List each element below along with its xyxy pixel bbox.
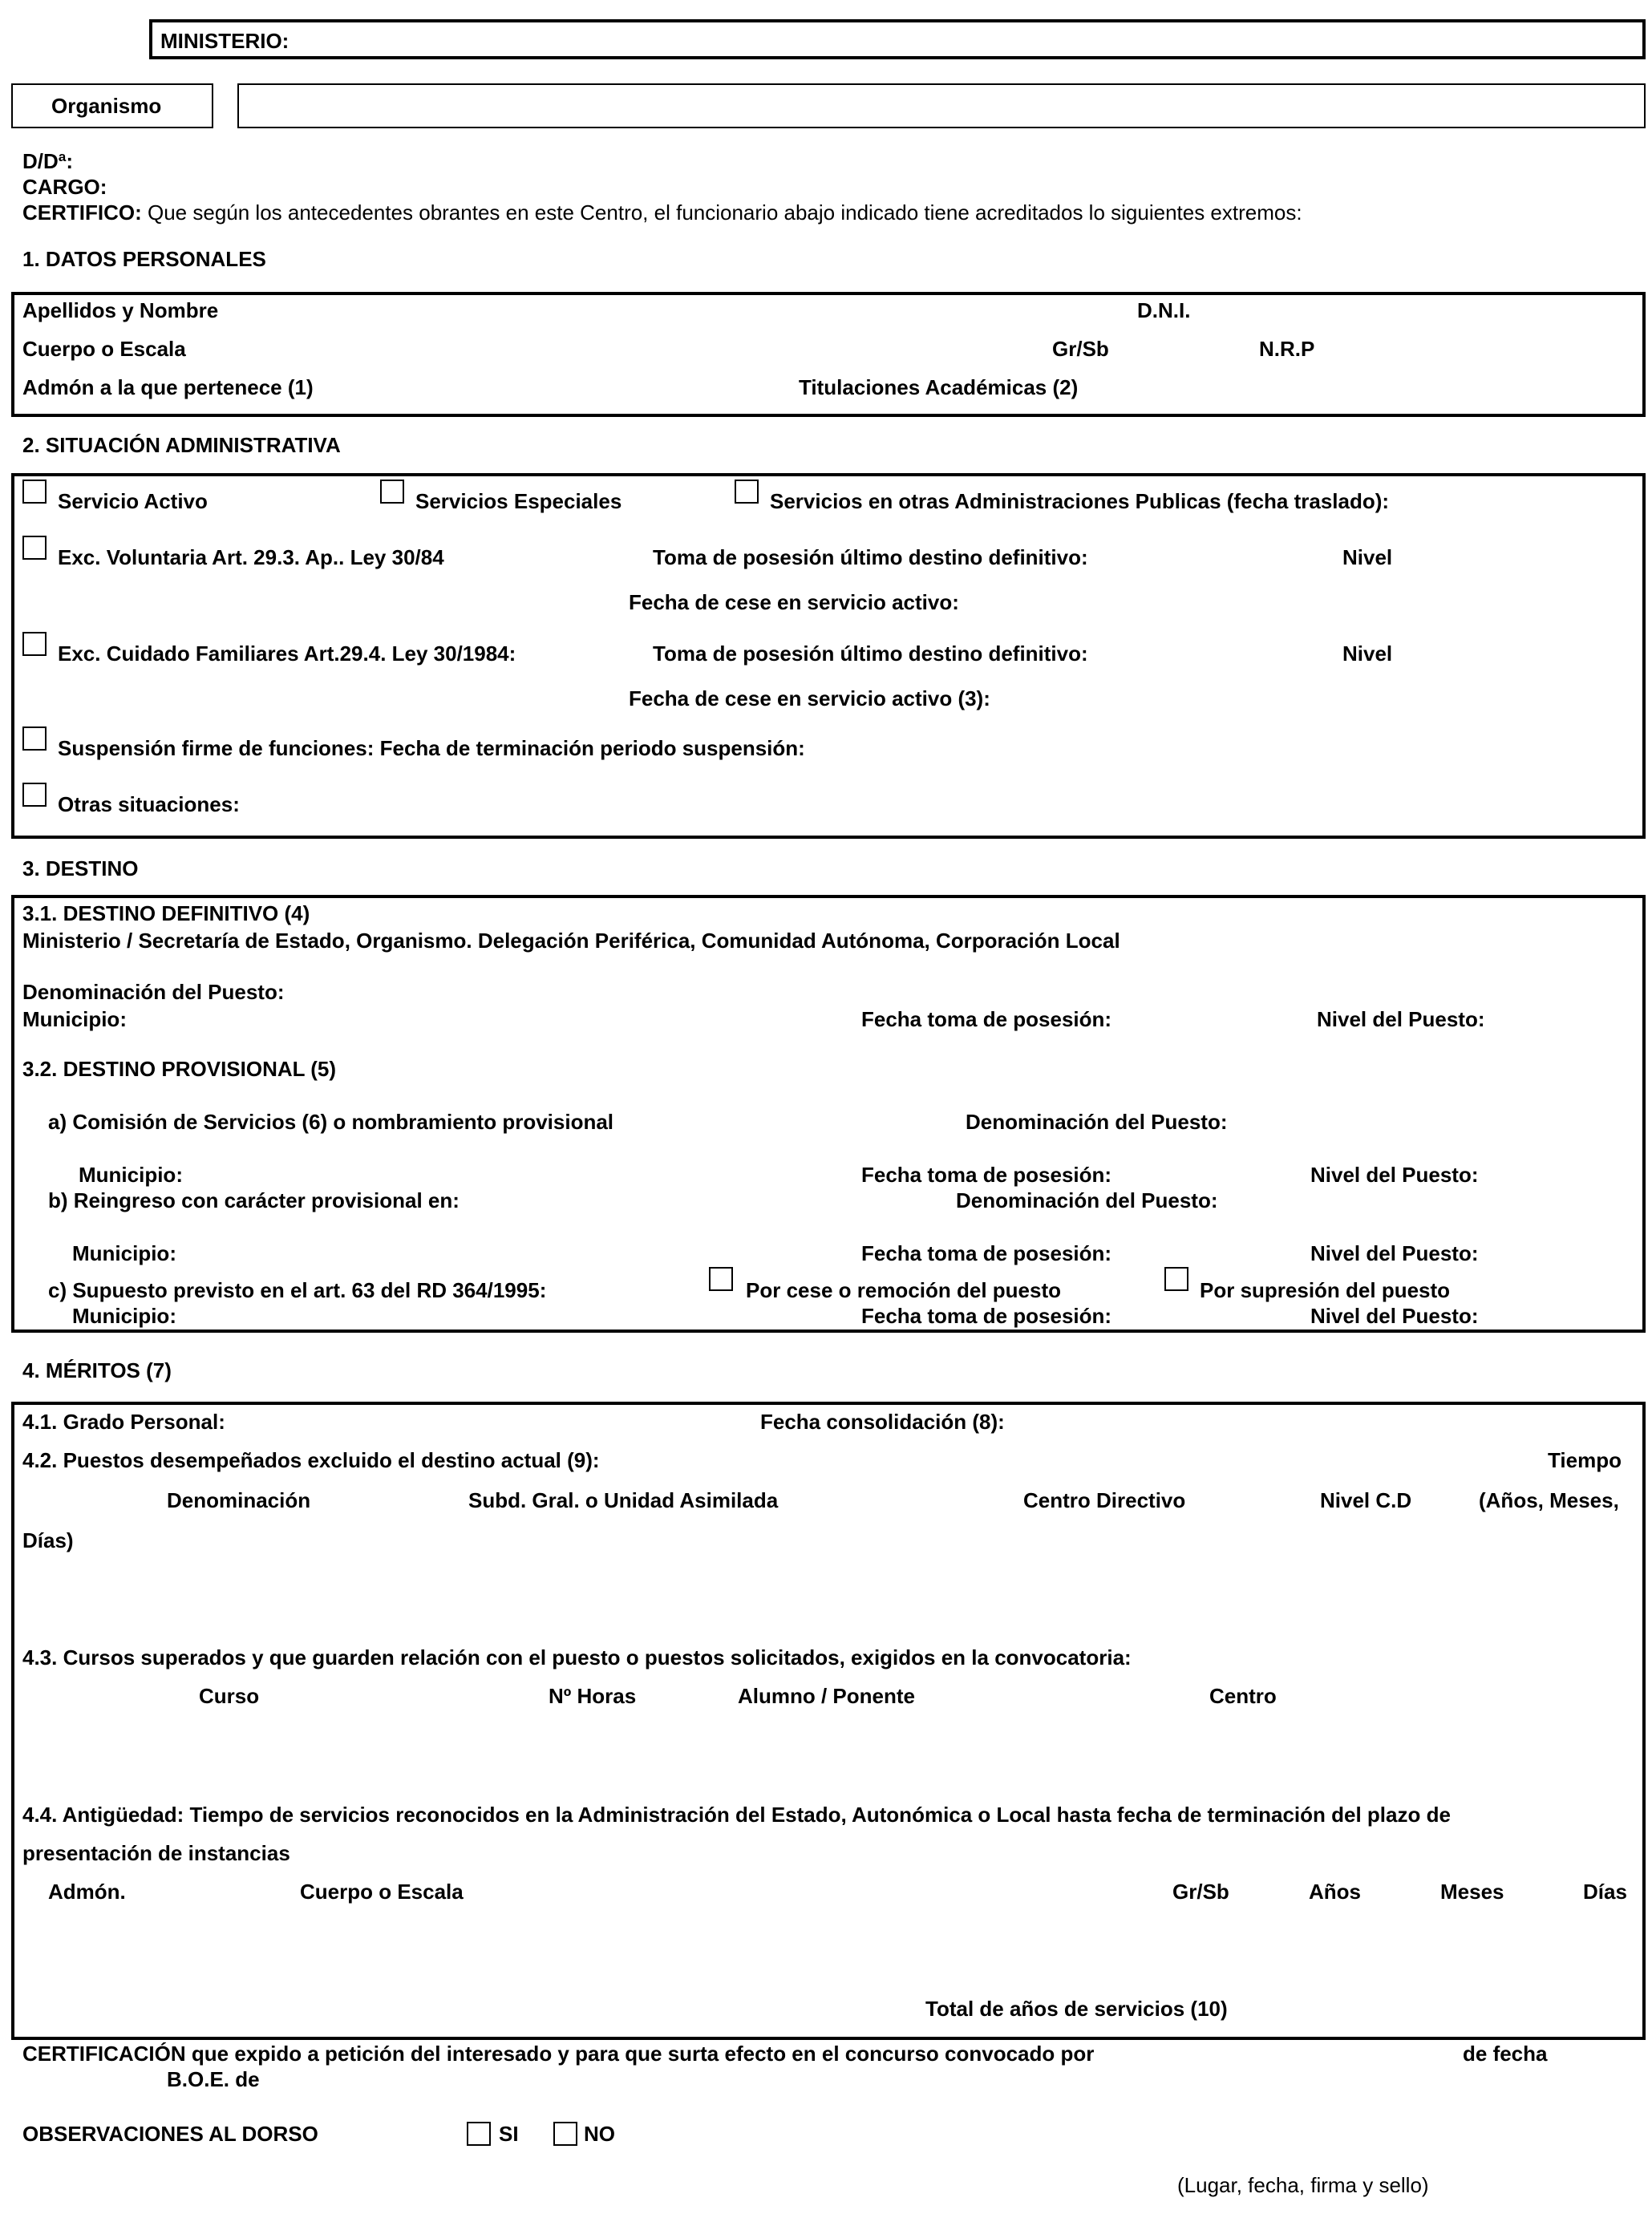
col-denominacion: Denominación: [167, 1488, 311, 1512]
col-dias: Días): [22, 1528, 74, 1552]
col-centro: Centro: [1209, 1684, 1277, 1708]
servicio-activo-label: Servicio Activo: [58, 489, 208, 513]
checkbox-no[interactable]: [553, 2122, 577, 2146]
col-cuerpo-escala: Cuerpo o Escala: [300, 1880, 464, 1904]
lugar-fecha-firma: (Lugar, fecha, firma y sello): [1177, 2173, 1429, 2197]
checkbox-otras-administraciones[interactable]: [735, 480, 759, 504]
organismo-field[interactable]: [237, 83, 1646, 128]
puestos-desempenados-label: 4.2. Puestos desempeñados excluido el destino actual (9):: [22, 1448, 600, 1472]
apellidos-label: Apellidos y Nombre: [22, 298, 219, 322]
observaciones-label: OBSERVACIONES AL DORSO: [22, 2122, 318, 2146]
section-2-title: 2. SITUACIÓN ADMINISTRATIVA: [22, 433, 341, 457]
cese-1-label: Fecha de cese en servicio activo:: [629, 590, 959, 614]
servicios-especiales-label: Servicios Especiales: [415, 489, 622, 513]
tiempo-label: Tiempo: [1548, 1448, 1622, 1472]
grado-personal-label: 4.1. Grado Personal:: [22, 1410, 225, 1434]
de-fecha-label: de fecha: [1463, 2042, 1548, 2066]
cargo-label: CARGO:: [22, 175, 107, 199]
col-grsb: Gr/Sb: [1172, 1880, 1229, 1904]
toma-posesion-2-label: Toma de posesión último destino definitivo:: [653, 641, 1088, 666]
si-label: SI: [499, 2122, 519, 2146]
reingreso-label: b) Reingreso con carácter provisional en:: [48, 1188, 460, 1212]
exc-cuidado-label: Exc. Cuidado Familiares Art.29.4. Ley 30/1984:: [58, 641, 516, 666]
certifico-text: Que según los antecedentes obrantes en este Centro, el funcionario abajo indicado tiene acreditados lo siguientes extremos:: [141, 200, 1302, 225]
destino-definitivo-title: 3.1. DESTINO DEFINITIVO (4): [22, 901, 310, 925]
grsb-label: Gr/Sb: [1052, 337, 1109, 361]
otras-situaciones-label: Otras situaciones:: [58, 792, 240, 816]
col-nivel-cd: Nivel C.D: [1320, 1488, 1412, 1512]
b-nivel-puesto-label: Nivel del Puesto:: [1310, 1241, 1479, 1265]
checkbox-servicios-especiales[interactable]: [380, 480, 404, 504]
b-municipio-label: Municipio:: [72, 1241, 176, 1265]
col-alumno-ponente: Alumno / Ponente: [738, 1684, 915, 1708]
certifico-label: CERTIFICO:: [22, 200, 142, 225]
toma-posesion-1-label: Toma de posesión último destino definitivo:: [653, 545, 1088, 569]
checkbox-por-supresion[interactable]: [1164, 1267, 1188, 1291]
col-curso: Curso: [199, 1684, 260, 1708]
dni-label: D.N.I.: [1137, 298, 1191, 322]
nrp-label: N.R.P: [1259, 337, 1315, 361]
organismo-label: Organismo: [51, 94, 162, 118]
checkbox-servicio-activo[interactable]: [22, 480, 47, 504]
col-dias-antig: Días: [1583, 1880, 1627, 1904]
checkbox-exc-cuidado[interactable]: [22, 632, 47, 656]
c-nivel-puesto-label: Nivel del Puesto:: [1310, 1304, 1479, 1328]
nivel-puesto-label: Nivel del Puesto:: [1317, 1007, 1485, 1031]
total-anos-label: Total de años de servicios (10): [925, 1997, 1228, 2021]
por-cese-label: Por cese o remoción del puesto: [746, 1278, 1061, 1302]
cuerpo-label: Cuerpo o Escala: [22, 337, 186, 361]
otras-administraciones-label: Servicios en otras Administraciones Publicas (fecha traslado):: [770, 489, 1390, 513]
supuesto-art63-label: c) Supuesto previsto en el art. 63 del RD 364/1995:: [48, 1278, 547, 1302]
checkbox-si[interactable]: [467, 2122, 491, 2146]
comision-servicios-label: a) Comisión de Servicios (6) o nombramiento provisional: [48, 1110, 614, 1134]
section-1-title: 1. DATOS PERSONALES: [22, 247, 266, 271]
por-supresion-label: Por supresión del puesto: [1200, 1278, 1451, 1302]
antiguedad-line-1: 4.4. Antigüedad: Tiempo de servicios reconocidos en la Administración del Estado, Autonómica o Local hasta fecha de terminación del plazo de: [22, 1803, 1451, 1827]
col-centro-directivo: Centro Directivo: [1023, 1488, 1186, 1512]
col-anos-meses: (Años, Meses,: [1479, 1488, 1619, 1512]
nivel-2-label: Nivel: [1342, 641, 1393, 666]
fecha-toma-label: Fecha toma de posesión:: [861, 1007, 1112, 1031]
a-municipio-label: Municipio:: [79, 1163, 183, 1187]
fecha-consolidacion-label: Fecha consolidación (8):: [760, 1410, 1005, 1434]
col-subd-gral: Subd. Gral. o Unidad Asimilada: [468, 1488, 779, 1512]
municipio-label: Municipio:: [22, 1007, 127, 1031]
certificacion-label: CERTIFICACIÓN que expido a petición del interesado y para que surta efecto en el concurso convocado por: [22, 2042, 1095, 2066]
titulaciones-label: Titulaciones Académicas (2): [799, 375, 1079, 399]
c-fecha-toma-label: Fecha toma de posesión:: [861, 1304, 1112, 1328]
checkbox-exc-voluntaria[interactable]: [22, 536, 47, 560]
checkbox-suspension[interactable]: [22, 726, 47, 751]
col-anos: Años: [1309, 1880, 1361, 1904]
a-nivel-puesto-label: Nivel del Puesto:: [1310, 1163, 1479, 1187]
antiguedad-line-2: presentación de instancias: [22, 1841, 290, 1865]
col-meses: Meses: [1440, 1880, 1504, 1904]
section-3-title: 3. DESTINO: [22, 856, 139, 880]
checkbox-otras-situaciones[interactable]: [22, 783, 47, 807]
c-municipio-label: Municipio:: [72, 1304, 176, 1328]
col-admon: Admón.: [48, 1880, 126, 1904]
ministerio-label: MINISTERIO:: [160, 29, 290, 53]
no-label: NO: [584, 2122, 615, 2146]
destino-definitivo-line: Ministerio / Secretaría de Estado, Organismo. Delegación Periférica, Comunidad Autónoma, Corporación Local: [22, 929, 1120, 953]
cese-2-label: Fecha de cese en servicio activo (3):: [629, 686, 990, 710]
denominacion-puesto-label: Denominación del Puesto:: [22, 980, 285, 1004]
section-4-title: 4. MÉRITOS (7): [22, 1358, 172, 1382]
admon-label: Admón a la que pertenece (1): [22, 375, 314, 399]
b-fecha-toma-label: Fecha toma de posesión:: [861, 1241, 1112, 1265]
b-denominacion-label: Denominación del Puesto:: [956, 1188, 1218, 1212]
col-horas: Nº Horas: [549, 1684, 637, 1708]
a-denominacion-label: Denominación del Puesto:: [966, 1110, 1228, 1134]
certifico-line: [22, 200, 1302, 225]
checkbox-por-cese[interactable]: [709, 1267, 733, 1291]
exc-voluntaria-label: Exc. Voluntaria Art. 29.3. Ap.. Ley 30/84: [58, 545, 444, 569]
cursos-label: 4.3. Cursos superados y que guarden relación con el puesto o puestos solicitados, exigidos en la convocatoria:: [22, 1645, 1132, 1670]
nivel-1-label: Nivel: [1342, 545, 1393, 569]
dd-label: D/Dª:: [22, 149, 74, 173]
boe-label: B.O.E. de: [167, 2067, 260, 2091]
suspension-label: Suspensión firme de funciones: Fecha de terminación periodo suspensión:: [58, 736, 805, 760]
a-fecha-toma-label: Fecha toma de posesión:: [861, 1163, 1112, 1187]
ministerio-box[interactable]: [149, 19, 1646, 59]
destino-provisional-title: 3.2. DESTINO PROVISIONAL (5): [22, 1057, 337, 1081]
